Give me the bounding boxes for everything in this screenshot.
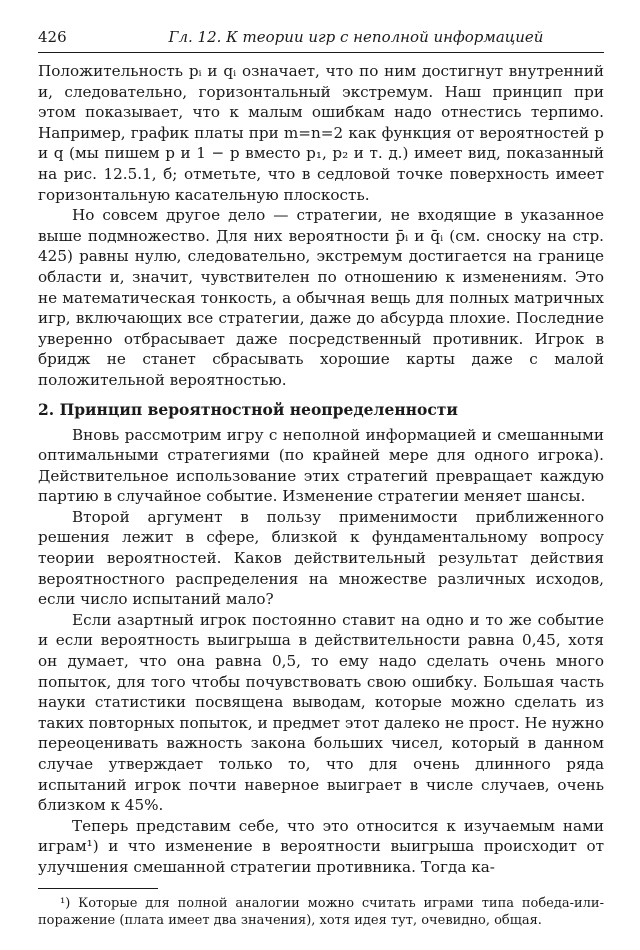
footnote-rule xyxy=(38,888,158,889)
paragraph-1: Положительность pᵢ и qᵢ означает, что по ним достигнут внутренний и, следовательно, горизонтальный экстремум. Наш принцип при этом показывает, что к малым ошибкам надо отнестись терпимо. Например, график платы при m=n=2 как функция от вероятностей p и q (мы пишем p и 1 − p вместо p₁, p₂ и т. д.) имеет вид, показанный на рис. 12.5.1, б; отметьте, что в седловой точке поверхность имеет горизонтальную касательную плоскость. xyxy=(38,62,604,204)
running-title: Гл. 12. К теории игр с неполной информацией xyxy=(168,28,544,46)
paragraph-3: Вновь рассмотрим игру с неполной информацией и смешанными оптимальными стратегиями (по крайней мере для одного игрока). Действительное использование этих стратегий превращает каждую партию в случайное событие. Изменение стратегии меняет шансы. xyxy=(38,425,604,506)
section-title: 2. Принцип вероятностной неопределенности xyxy=(38,399,458,419)
book-page xyxy=(38,28,604,929)
paragraph-4: Второй аргумент в пользу применимости приближенного решения лежит в сфере, близкой к фундаментальному вопросу теории вероятностей. Каков действительный результат действия вероятностного распределения на множестве различных исходов, если число испытаний мало? xyxy=(38,507,604,609)
paragraph-5: Если азартный игрок постоянно ставит на одно и то же событие и если вероятность выигрыша в действительности равна 0,45, хотя он думает, что она равна 0,5, то ему надо сделать очень много попыток, для того чтобы почувствовать свою ошибку. Большая часть науки статистики посвящена выводам, которые можно сделать из таких повторных попыток, и предмет этот далеко не прост. Не нужно переоценивать важность закона больших чисел, который в данном случае утверждает только то, что для очень длинного ряда испытаний игрок почти наверное выиграет в числе случаев, очень близком к 45%. xyxy=(38,610,604,815)
footnote: ¹) Которые для полной аналогии можно считать играми типа победа-или-поражение (плата имеет два значения), хотя идея тут, очевидно, общая. xyxy=(38,895,604,928)
page-number: 426 xyxy=(38,28,67,46)
paragraph-6: Теперь представим себе, что это относится к изучаемым нами играм¹) и что изменение в вероятности выигрыша происходит от улучшения смешанной стратегии противника. Тогда ка- xyxy=(38,816,604,876)
paragraph-2: Но совсем другое дело — стратегии, не входящие в указанное выше подмножество. Для них вероятности p̄ᵢ и q̄ᵢ (см. сноску на стр. 425) равны нулю, следовательно, экстремум достигается на границе области и, значит, чувствителен по отношению к изменениям. Это не математическая тонкость, а обычная вещь для полных матричных игр, включающих все стратегии, даже до абсурда плохие. Последние уверенно отбрасывает даже посредственный противник. Игрок в бридж не станет сбрасывать хорошие карты даже с малой положительной вероятностью. xyxy=(38,206,604,389)
page-header xyxy=(38,28,604,53)
